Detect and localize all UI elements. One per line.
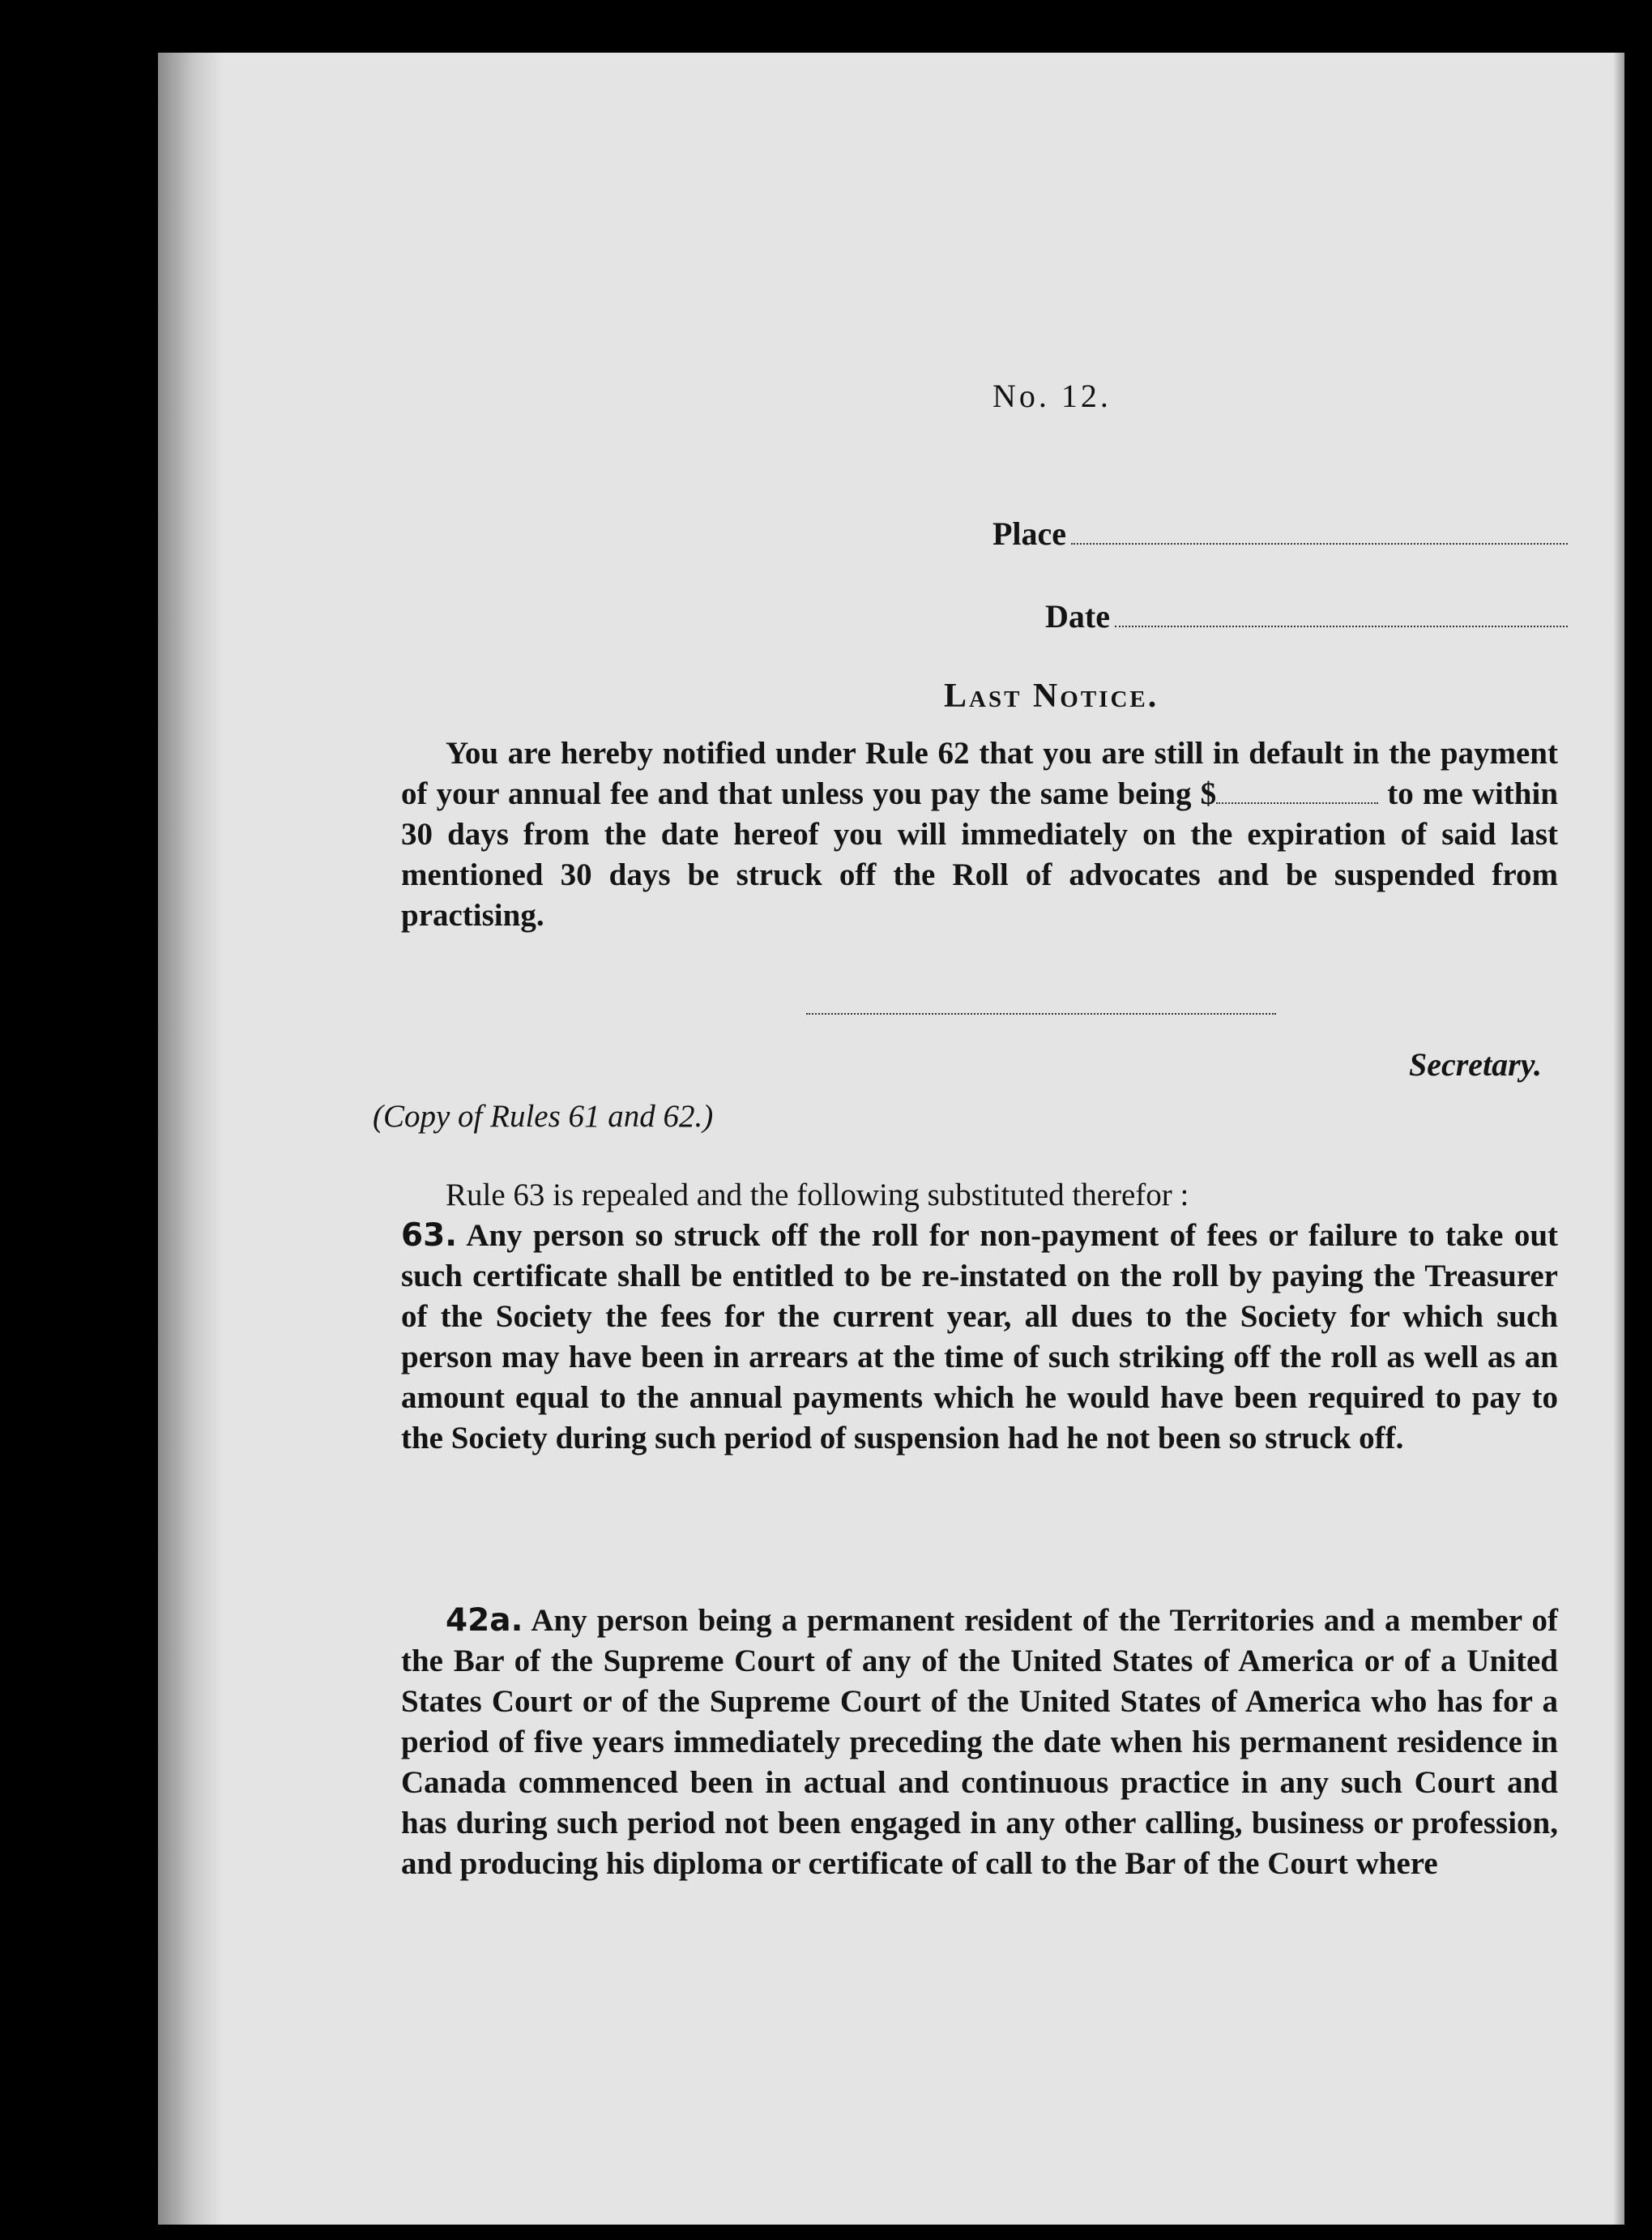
rule-63-number: 63. [401,1217,458,1254]
signature-line [806,1013,1276,1015]
date-label: Date [1045,598,1110,635]
notice-body-part-1: You are hereby notified under Rule 62 that you are still in default in the payment of your annual fee and that unless you pay the same being $ [401,736,1558,811]
rule-42a-text: Any person being a permanent resident of the Territories and a member of the Bar of the Supreme Court of any of the United States of America or of a United States Court or of the Supreme Court of the United States of America who has for a period of five years immediately preceding the date when his permanent residence in Canada commenced been in actual and continuous practice in any such Court and has during such period not been engaged in any other calling, business or profession, and producing his diploma or certificate of call to the Bar of the Court where [401,1603,1558,1881]
scanned-page [158,53,1624,2225]
signatory-title: Secretary. [1408,1046,1542,1083]
rule-42a-paragraph [401,1601,1558,1884]
rule-63-text: Any person so struck off the roll for non-payment of fees or failure to take out such certificate shall be entitled to be re-instated on the roll by paying the Treasurer of the Society the fees for the current year, all dues to the Society for which such person may have been in arrears at the time of such striking off the roll as well as an amount equal to the annual payments which he would have been required to pay to the Society during such period of suspension had he not been so struck off. [401,1218,1558,1456]
rule-63-paragraph [401,1175,1558,1459]
notice-title: Last Notice. [944,678,1159,715]
notice-body [401,733,1558,936]
place-field [992,515,1568,553]
amount-blank-line [1216,786,1378,804]
place-label: Place [992,515,1067,552]
rule-63-intro: Rule 63 is repealed and the following substituted therefor : [446,1178,1189,1212]
place-blank-line [1071,542,1568,545]
rule-42a-number: 42a. [446,1602,523,1639]
page-content [373,53,1559,2225]
form-number: No. 12. [992,378,1112,414]
date-field [1045,597,1568,635]
date-blank-line [1115,625,1568,627]
rules-copy-heading: (Copy of Rules 61 and 62.) [373,1099,714,1134]
notice-body-part-2: to me within 30 days from the date hereof you will immediately on the expiration of said last mentioned 30 days be struck off the Roll of advocates and be suspended from practising. [401,776,1559,933]
